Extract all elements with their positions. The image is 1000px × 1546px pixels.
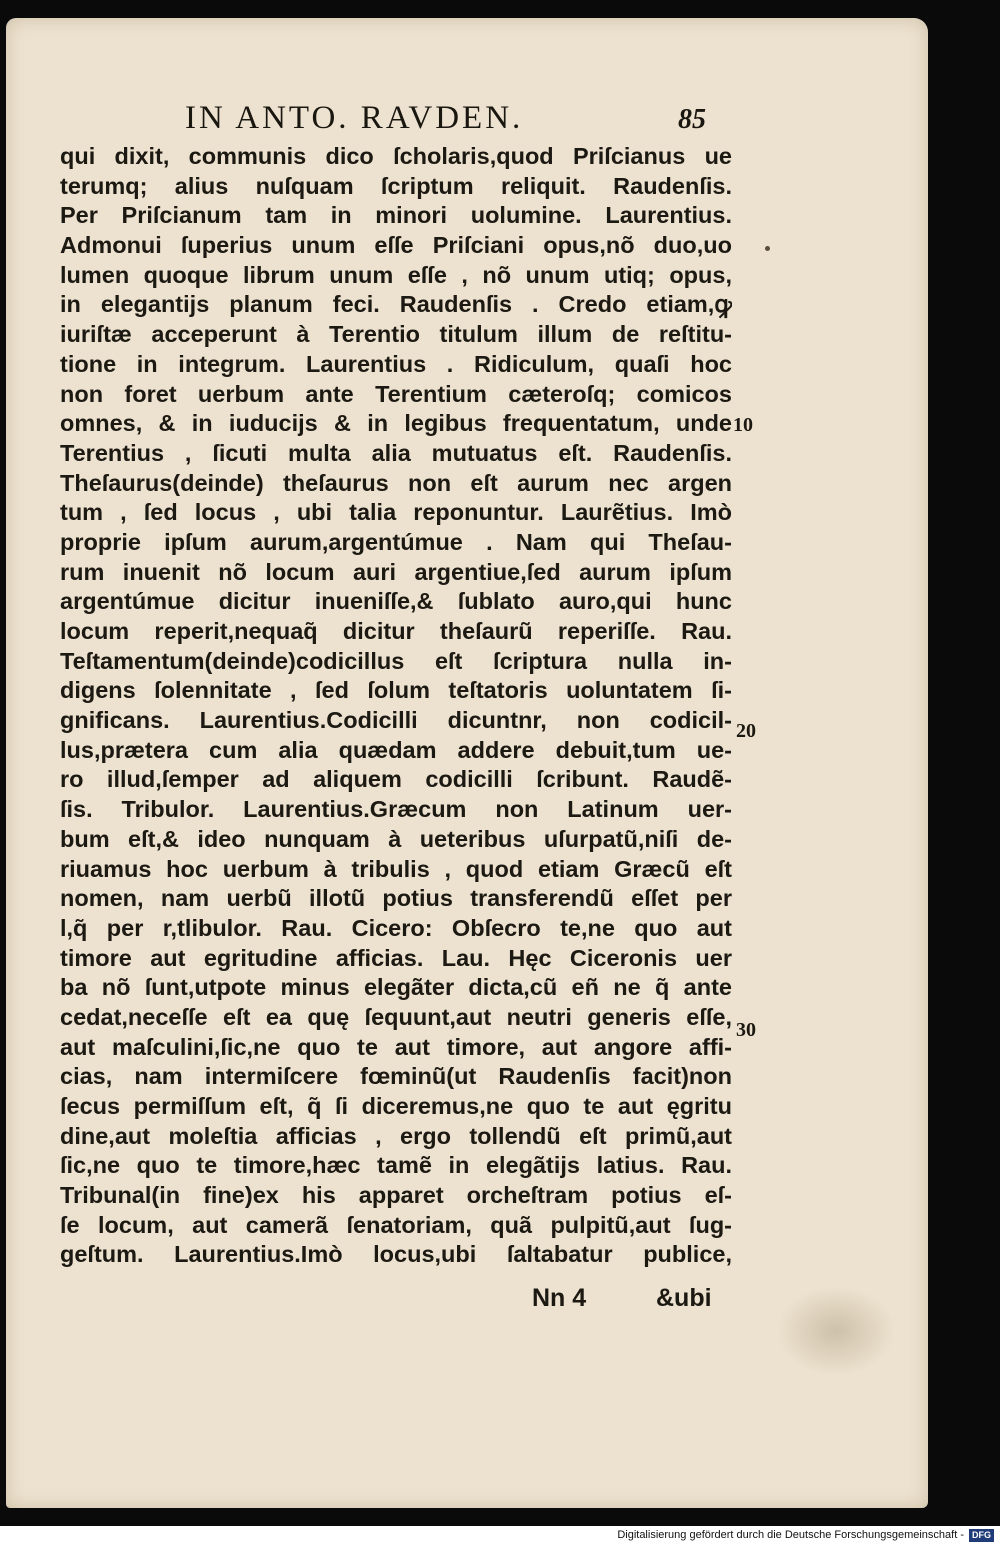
text-line: dine,aut moleſtia afficias , ergo tollendũ eſt primũ,aut [60, 1122, 732, 1149]
text-line: tione in integrum. Laurentius . Ridiculum, quaſi hoc [60, 350, 732, 377]
text-line: nomen, nam uerbũ illotũ potius transferendũ eſſet per [60, 885, 732, 912]
text-line: ſecus permiſſum eſt, q̃ ſi diceremus,ne quo te aut ęgritu [60, 1093, 732, 1119]
text-line: gnificans. Laurentius.Codicilli dicuntnr, non codicil- [60, 707, 732, 734]
funding-note: Digitalisierung gefördert durch die Deutsche Forschungsgemeinschaft - [617, 1529, 964, 1541]
text-line: ſe locum, aut camerã ſenatoriam, quã pulpitũ,aut ſug- [60, 1211, 732, 1238]
line-marker-30: 30 [736, 1019, 756, 1041]
text-line: in elegantijs planum feci. Raudenſis . Credo etiam,ꝙ [60, 291, 732, 318]
running-head: IN ANTO. RAVDEN. [185, 100, 524, 136]
text-line: rum inuenit nõ locum auri argentiue,ſed aurum ipſum [60, 558, 732, 585]
text-line: qui dixit, communis dico ſcholaris,quod Priſcianus ue [60, 143, 732, 169]
text-line: omnes, & in iuducijs & in legibus frequentatum, unde [60, 410, 732, 437]
text-line: Tribunal(in fine)ex his apparet orcheſtram potius eſ- [60, 1182, 732, 1209]
line-marker-20: 20 [736, 720, 756, 742]
signature-mark: Nn 4 [532, 1284, 587, 1312]
margin-mark [765, 246, 770, 251]
text-line: Teſtamentum(deinde)codicillus eſt ſcriptura nulla in- [60, 647, 732, 674]
dfg-logo-icon: DFG [969, 1529, 994, 1542]
text-line: geſtum. Laurentius.Imò locus,ubi ſaltabatur publice, [60, 1241, 732, 1268]
text-line: ſis. Tribulor. Laurentius.Græcum non Latinum uer- [60, 796, 732, 823]
text-line: ſic,ne quo te timore,hæc tamẽ in elegãtijs latius. Rau. [60, 1152, 732, 1179]
text-line: ba nõ ſunt,utpote minus elegãter dicta,cũ eñ ne q̃ ante [60, 974, 732, 1001]
text-line: bum eſt,& ideo nunquam à ueteribus uſurpatũ,niſi de- [60, 825, 732, 852]
text-line: non foret uerbum ante Terentium cæteroſq; comicos [60, 380, 732, 407]
text-line: riuamus hoc uerbum à tribulis , quod etiam Græcũ eſt [60, 855, 732, 882]
catchword: &ubi [656, 1284, 712, 1312]
text-line: lus,prætera cum alia quædam addere debuit,tum ue- [60, 736, 732, 763]
body-text [60, 142, 732, 1270]
text-line: l,q̃ per r,tlibulor. Rau. Cicero: Obſecro te,ne quo aut [60, 914, 732, 941]
text-line: Admonui ſuperius unum eſſe Priſciani opus,nõ duo,uo [60, 232, 732, 259]
text-line: Per Priſcianum tam in minori uolumine. Laurentius. [60, 202, 732, 229]
footer-bar [0, 1526, 1000, 1546]
text-line: terumq; alius nuſquam ſcriptum reliquit. Raudenſis. [60, 172, 732, 199]
paper-stain [776, 1286, 896, 1376]
text-line: timore aut egritudine afficias. Lau. Hęc Ciceronis uer [60, 944, 732, 971]
page-number: 85 [678, 104, 706, 135]
text-line: iuriſtæ acceperunt à Terentio titulum illum de reſtitu- [60, 321, 732, 348]
text-line: aut maſculini,ſic,ne quo te aut timore, aut angore affi- [60, 1033, 732, 1060]
text-line: lumen quoque librum unum eſſe , nõ unum utiq; opus, [60, 261, 732, 288]
text-line: locum reperit,nequaq̃ dicitur theſaurũ reperiſſe. Rau. [60, 618, 732, 644]
text-line: argentúmue dicitur inueniſſe,& ſublato auro,qui hunc [60, 588, 732, 615]
line-marker-10: 10 [733, 414, 753, 436]
text-line: cias, nam intermiſcere fœminũ(ut Raudenſis facit)non [60, 1063, 732, 1090]
text-line: digens ſolennitate , ſed ſolum teſtatoris uoluntatem ſi- [60, 677, 732, 704]
text-line: proprie ipſum aurum,argentúmue . Nam qui Theſau- [60, 528, 732, 555]
text-line: ro illud,ſemper ad aliquem codicilli ſcribunt. Raudẽ- [60, 766, 732, 793]
text-line: tum , ſed locus , ubi talia reponuntur. Laurẽtius. Imò [60, 499, 732, 526]
text-line: Terentius , ſicuti multa alia mutuatus eſt. Raudenſis. [60, 439, 732, 466]
text-line: cedat,neceſſe eſt ea quę ſequunt,aut neutri generis eſſe, [60, 1003, 732, 1030]
text-line: Theſaurus(deinde) theſaurus non eſt aurum nec argen [60, 469, 732, 496]
